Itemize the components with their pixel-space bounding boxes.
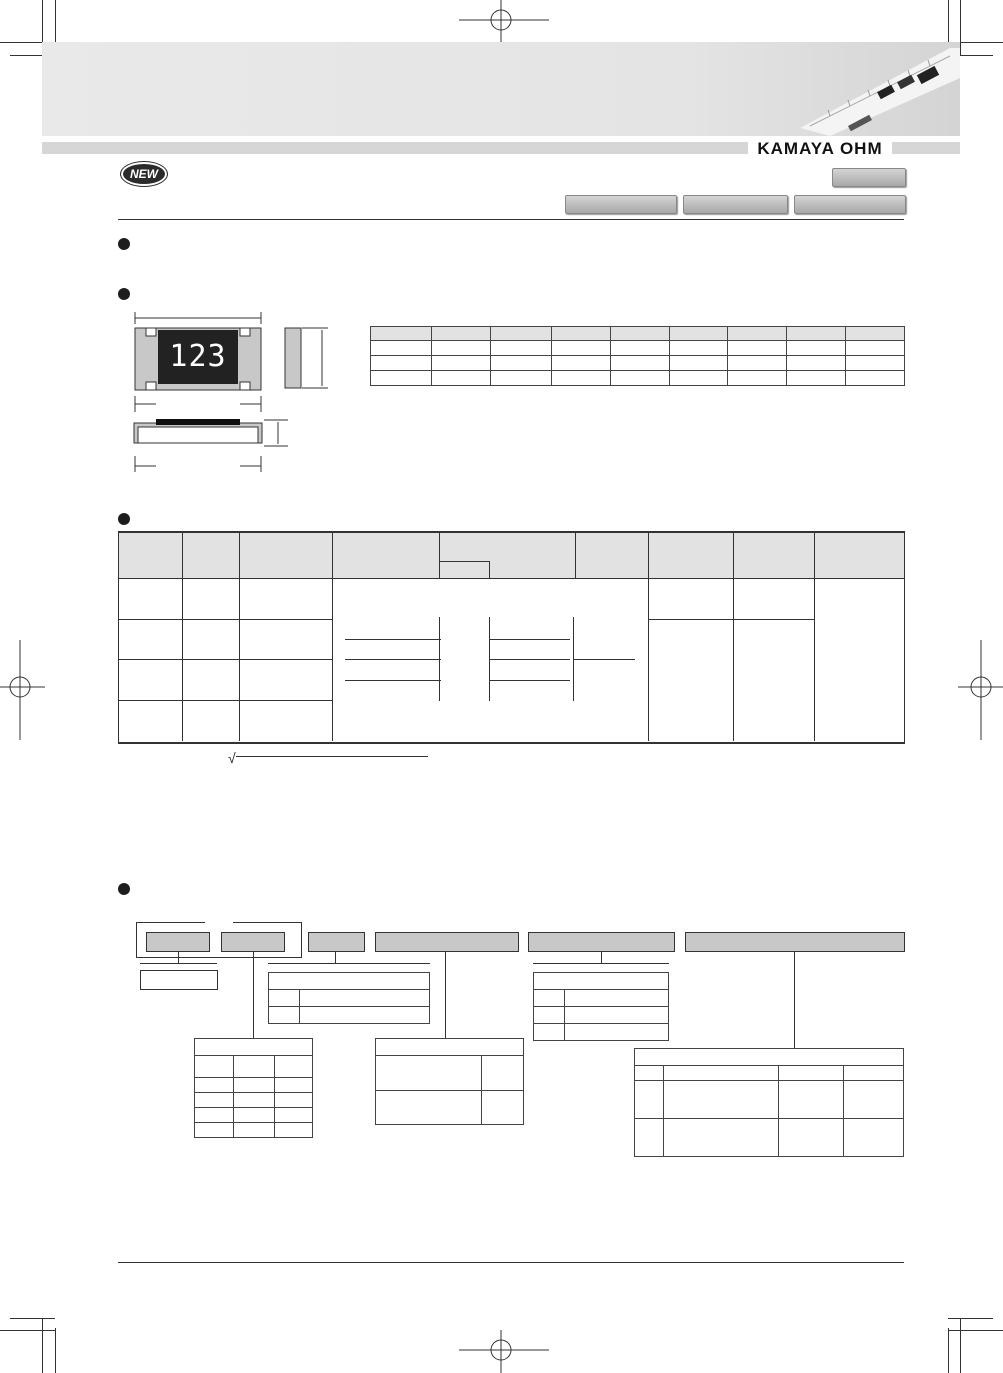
top-button[interactable] — [832, 168, 906, 187]
ratings-table — [118, 531, 905, 744]
dimensions-table — [370, 326, 905, 386]
bullet-icon — [118, 238, 130, 250]
ruler-photo — [790, 48, 960, 136]
brand-logo: KAMAYA OHM — [748, 139, 892, 159]
new-badge-icon: NEW — [121, 162, 167, 186]
formula-bar — [236, 756, 428, 757]
footer-rule — [118, 1262, 904, 1263]
registration-mark-icon — [0, 640, 45, 740]
bullet-icon — [118, 513, 130, 525]
tab-button-3[interactable] — [794, 195, 906, 214]
resistor-marking: 123 — [158, 330, 238, 384]
tab-button-2[interactable] — [683, 195, 788, 214]
registration-mark-icon — [958, 640, 1003, 740]
bullet-icon — [118, 883, 130, 895]
bullet-icon — [118, 288, 130, 300]
header-rule — [118, 219, 904, 220]
formula-root-icon: √ — [228, 750, 236, 766]
tab-button-1[interactable] — [565, 195, 677, 214]
registration-mark-icon — [459, 1330, 549, 1373]
registration-mark-icon — [459, 0, 549, 45]
